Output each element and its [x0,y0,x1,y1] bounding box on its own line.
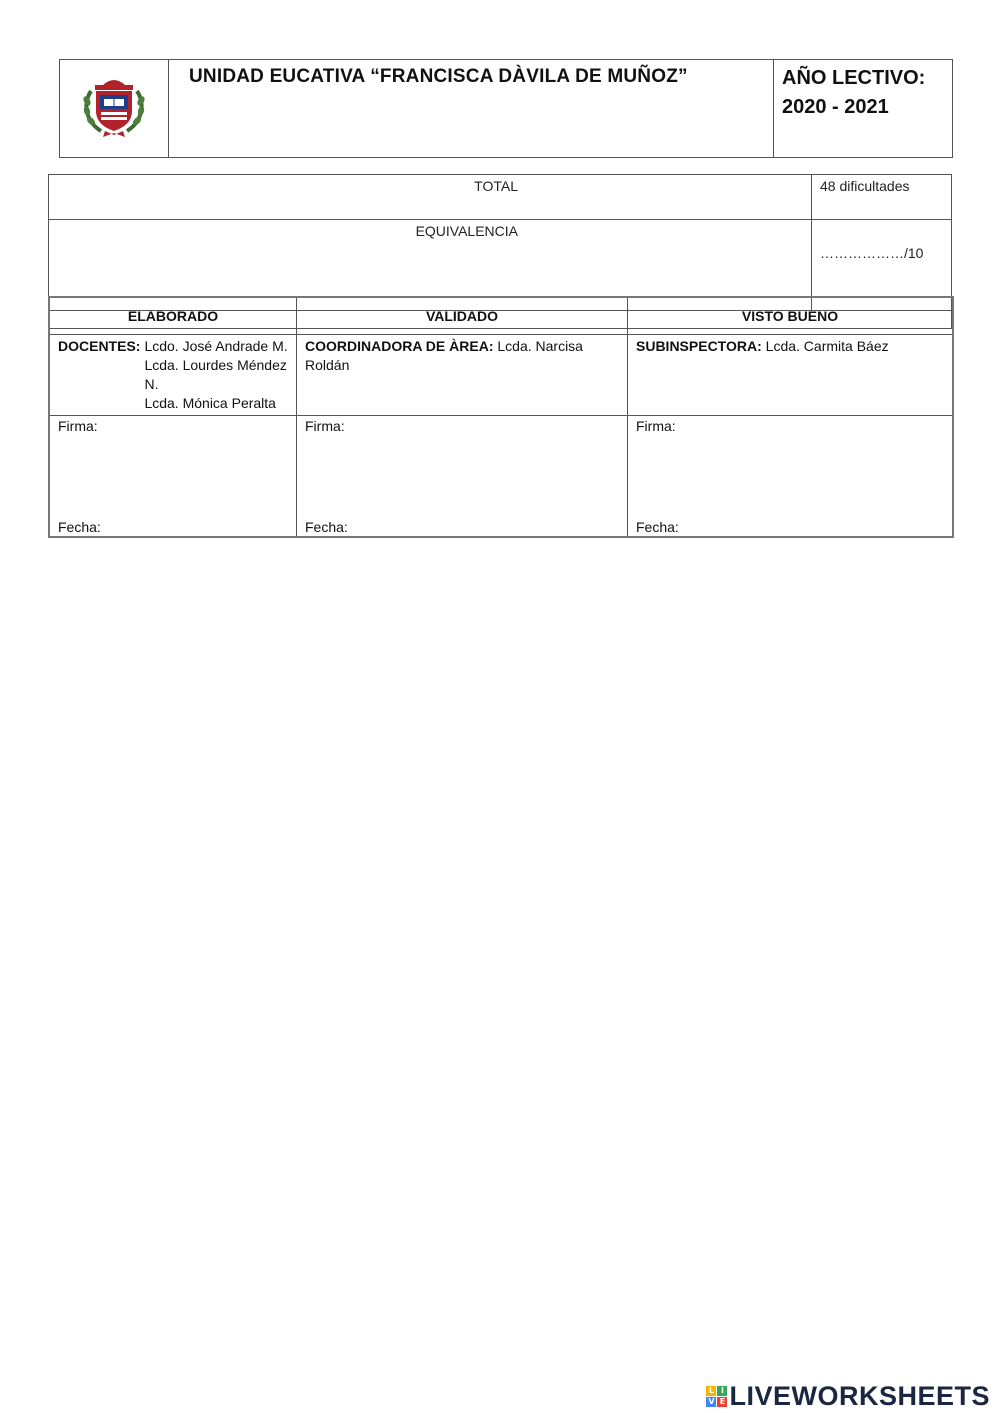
approval-signature-row [49,416,953,538]
docente-name: Lcda. Lourdes Méndez N. [144,357,287,392]
date-label: Fecha: [636,519,679,535]
total-label: TOTAL [49,175,812,220]
docente-name: Lcdo. José Andrade M. [144,338,288,354]
elaborado-cell [49,335,297,416]
signature-cell-elaborado[interactable] [49,416,297,538]
logo-tile: V [708,1397,715,1406]
docentes-role: DOCENTES: [58,338,141,354]
visto-bueno-cell [628,335,954,416]
logo-tile: L [706,1386,716,1396]
docente-name: Lcda. Mónica Peralta [144,395,276,411]
column-header-elaborado: ELABORADO [49,297,297,335]
equivalence-label: EQUIVALENCIA [49,220,812,311]
school-crest-logo [79,73,149,139]
school-year [774,60,953,158]
signature-label: Firma: [58,418,98,434]
logo-tile: I [717,1386,727,1396]
signature-cell-visto-bueno[interactable] [628,416,954,538]
subinspectora-role: SUBINSPECTORA: [636,338,762,354]
column-header-visto-bueno: VISTO BUENO [628,297,954,335]
equivalence-value: ………………/10 [812,220,952,311]
date-label: Fecha: [58,519,101,535]
school-year-value: 2020 - 2021 [782,96,889,118]
coordinadora-name: Lcda. Narcisa Roldán [305,338,583,373]
approval-table [48,296,954,538]
validado-cell [297,335,628,416]
liveworksheets-text: LIVEWORKSHEETS [729,1381,990,1411]
subinspectora-name: Lcda. Carmita Báez [765,338,889,354]
column-header-validado: VALIDADO [297,297,628,335]
date-label: Fecha: [305,519,348,535]
total-value: 48 dificultades [812,175,952,220]
signature-label: Firma: [636,418,676,434]
approval-header-row [49,297,953,335]
logo-tile: E [717,1397,727,1407]
header-table [59,59,953,158]
logo-cell [60,60,169,158]
school-year-label: AÑO LECTIVO: [782,67,926,89]
signature-cell-validado[interactable] [297,416,628,538]
coordinadora-role: COORDINADORA DE ÀREA: [305,338,494,354]
total-row [49,175,952,220]
approval-roles-row [49,335,953,416]
school-name: UNIDAD EUCATIVA “FRANCISCA DÀVILA DE MUÑOZ” [169,60,774,158]
liveworksheets-logo-icon [706,1386,727,1407]
signature-label: Firma: [305,418,345,434]
liveworksheets-watermark [706,1381,990,1412]
